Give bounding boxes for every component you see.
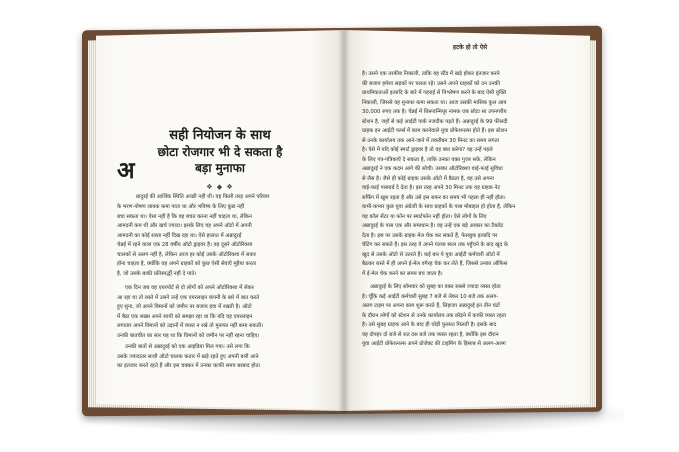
text-line: के लिए पत्र-पत्रिकाएँ दे सकता है, ताकि उनका वक्त गुजर सके, लेकिन bbox=[362, 156, 496, 163]
text-line: अलग टाइम पर अपना काम शुरू करते हैं, लिहाजा अन्नादुरई इन तीन घंटों bbox=[362, 303, 500, 309]
text-line: निकाली, जिससे वह मुनाफा कमा सकता था। आज उसकी मासिक कुल आय bbox=[362, 99, 507, 106]
drop-cap: अ bbox=[117, 158, 135, 184]
text-line: न्नादुरई की आर्थिक स्थिति अच्छी नहीं थी। वह किसी तरह अपने परिवार bbox=[136, 194, 270, 200]
text-line: अन्नादुरई ने एक कदम आगे की सोची। उसका ऑटोरिक्शा वाई-फाई सुविधा bbox=[362, 166, 503, 172]
text-line: उसके ज्यादातर साथी ऑटो चालक कतार में खड़े रहते हुए अपनी बारी आने bbox=[117, 353, 259, 360]
text-line: प्राथमिकताओं इत्यादि के बारे में गहराई से विश्लेषण करने के बाद ऐसी युक्ति bbox=[362, 90, 507, 96]
text-line: वाई-फाई पासवर्ड दे देता है। इस तरह अपने 30 मिनट तक वह ग्राहक नेट bbox=[362, 185, 501, 191]
text-line: के भरण-पोषण लायक कमा पाता था और भविष्य के लिए कुछ नहीं bbox=[117, 204, 245, 210]
text-line: चेन्नई में रहने वाला एक 28 वर्षीय ऑटो ड्राइवर है। वह दूसरे ऑटोरिक्शा bbox=[117, 242, 253, 248]
text-line: हुए सुना, जो अपने विमानों को जमीन पर बजाय हवा में रखती है। ऑटो bbox=[117, 304, 252, 310]
text-line: की बजाय हमेशा सड़कों पर चलता रहे। उसने अपने ग्राहकों को उन उनकी bbox=[362, 80, 500, 87]
right-paragraph-1 bbox=[362, 70, 578, 279]
text-line: है। ऐसे में यदि कोई स्मार्ट ड्राइवर है तो वह क्या करेगा? वह उन्हें पहले bbox=[362, 147, 493, 153]
text-line: युवा आईटी प्रोफेशनल्स अपने प्रोजेक्ट की टाइमिंग के हिसाब से अलग-अलग bbox=[362, 341, 506, 347]
text-line: बचा सकता था। ऐसा नहीं है कि वह बचत करना नहीं चाहता था, लेकिन bbox=[117, 213, 252, 220]
text-line: में ई-मेल चेक करने का समय बच जाता है। bbox=[362, 270, 443, 277]
text-line: से उनके कार्यालय तक आने-जाने में तकरीबन 30 मिनट का समय लगता bbox=[362, 137, 500, 144]
left-paragraph-1 bbox=[117, 203, 332, 279]
book-gutter bbox=[338, 30, 350, 412]
chapter-title-line-3: बड़ा मुनाफा bbox=[195, 161, 245, 175]
text-line: खुद से उसके ऑटो से उतरते हैं। कई बार ये युवा आईटी कर्मचारी ऑटो में bbox=[362, 251, 500, 258]
text-line: 30,000 रुपए तक है। चेन्नई में थिरूवन्मियूर नामक एक छोटा सा उपनगरीय bbox=[362, 109, 507, 115]
text-line: बैठकर रास्ते में ही अपने ई-मेल वगैरह चेक कर लेते हैं, जिससे उनका ऑफिस bbox=[362, 261, 508, 267]
running-head: हटके हो तो ऐसे bbox=[452, 44, 488, 51]
text-line: उनकी बातचीत का सार यह था कि विमानों को जमीन पर नहीं रहना चाहिए। bbox=[117, 332, 260, 339]
text-line: आ रहा था तो रास्ते में उसने उन्हें एक एयरलाइन कंपनी के बारे में बात करते bbox=[117, 294, 260, 301]
text-line: वह कॉल सेंटर या फोन पर स्मार्टफोन नहीं होता। ऐसे लोगों के लिए bbox=[362, 213, 487, 220]
text-line: का इंतजार करते रहते हैं और इस चक्कर में उनका काफी समय बरबाद होता bbox=[117, 363, 260, 369]
text-line: सर्फिंग में खुश रहता है और उसे इस सफर का समय भी पहला ही नहीं होता। bbox=[362, 194, 506, 201]
text-line: है। उसे सुबह ग्राहक आने के बाद ही थोड़ी फुरसत मिलती है। इसके बाद bbox=[362, 322, 497, 328]
text-line: स्टेशन है, जहाँ से कई आईटी पार्क नजदीक पड़ते हैं। अन्नादुरई के 99 फीसदी bbox=[362, 118, 508, 125]
text-line: में बैठा एक शख्स अपने साथी को समझा रहा था कि यदि वह एयरलाइन bbox=[117, 313, 253, 320]
text-line: चेटिंग कर सकते हैं। इस तरह वे अपने गंतव्य स्थल तक पहुँचने के बाद खुद के bbox=[362, 242, 509, 248]
chapter-ornament: ❖ ◆ ❖ bbox=[206, 183, 234, 191]
text-line: लगातार अपने विमानों को उड़ानों में व्यस्त न रखे तो मुनाफा नहीं कमा सकती। bbox=[117, 323, 264, 329]
text-line: है। चूँकि कई आईटी कर्मचारी सुबह 7 बजे से लेकर 10 बजे तक अलग- bbox=[362, 293, 499, 300]
text-line: अन्नादुरई के लिए सोमवार को सुबह का वक्त सबसे ज्यादा व्यस्त होता bbox=[370, 284, 501, 290]
text-line: कभी-कभार कुछ युवा अंग्रेजी के साथ ग्राहकों के पास मोबाइल हो होता है, लेकिन bbox=[362, 204, 516, 210]
chapter-title-line-2: छोटा रोजगार भी दे सकता है bbox=[157, 145, 283, 159]
right-paragraph-2 bbox=[362, 283, 578, 350]
text-line: उनकी बातों से अन्नादुरई को एक आइडिया मिल गया। उसे लगा कि bbox=[125, 344, 250, 350]
text-line: से लैस है। जैसे ही कोई ग्राहक उसके ऑटो में बैठता है, वह उसे अपना bbox=[362, 175, 494, 182]
text-line: आमदनी का कोई रास्ता नहीं दिख रहा था। ऐसे हालात में अन्नादुरई bbox=[117, 232, 242, 239]
text-line: एक दिन जब वह एयरपोर्ट से दो लोगों को अपने ऑटोरिक्शा में लेकर bbox=[125, 285, 254, 291]
left-first-line bbox=[136, 193, 332, 203]
text-line: अन्नादुरई के पास एक और समाधान है। वह उन्हें एक बड़े आकार का टैबलेट bbox=[362, 223, 504, 229]
chapter-title-line-1: सही नियोजन के साथ bbox=[169, 128, 271, 143]
text-line: वह दोपहर दो बजे से रात दस बजे तक व्यस्त रहता है, क्योंकि इस दौरान bbox=[362, 331, 499, 338]
text-line: के दौरान लोगों को स्टेशन से उनके कार्यालय तक छोड़ने में काफी व्यस्त रहता bbox=[362, 312, 507, 319]
left-paragraph-2 bbox=[117, 284, 332, 341]
text-line: देता है। इस पर उसके ग्राहक मेल चेक कर सकते हैं, फेसबुक इत्यादि पर bbox=[362, 232, 498, 239]
text-line: ग्राहक इन आईटी फर्म्स में काम करनेवाले युवा प्रोफेशनल्स होते हैं। इस स्टेशन bbox=[362, 128, 508, 134]
text-line: आमदनी कम थी और खर्च ज्यादा। इसके लिए वह अपने ऑटो में अपनी bbox=[117, 223, 252, 229]
text-line: होना चाहता है, क्योंकि वह अपने ग्राहकों को कुछ ऐसी सेवाएँ मुहैया करता bbox=[117, 261, 257, 267]
text-line: चालकों से अलग नहीं है, लेकिन आज हर कोई उसके ऑटोरिक्शा में सवार bbox=[117, 251, 256, 258]
text-line: है। उसने एक तरकीब निकाली, ताकि वह स्टैंड में खड़े होकर इंतजार करने bbox=[362, 71, 500, 77]
left-paragraph-3 bbox=[117, 343, 332, 372]
text-line: है, जो उसके बाकी प्रतिस्पर्द्धी नहीं दे पाते। bbox=[117, 270, 197, 277]
